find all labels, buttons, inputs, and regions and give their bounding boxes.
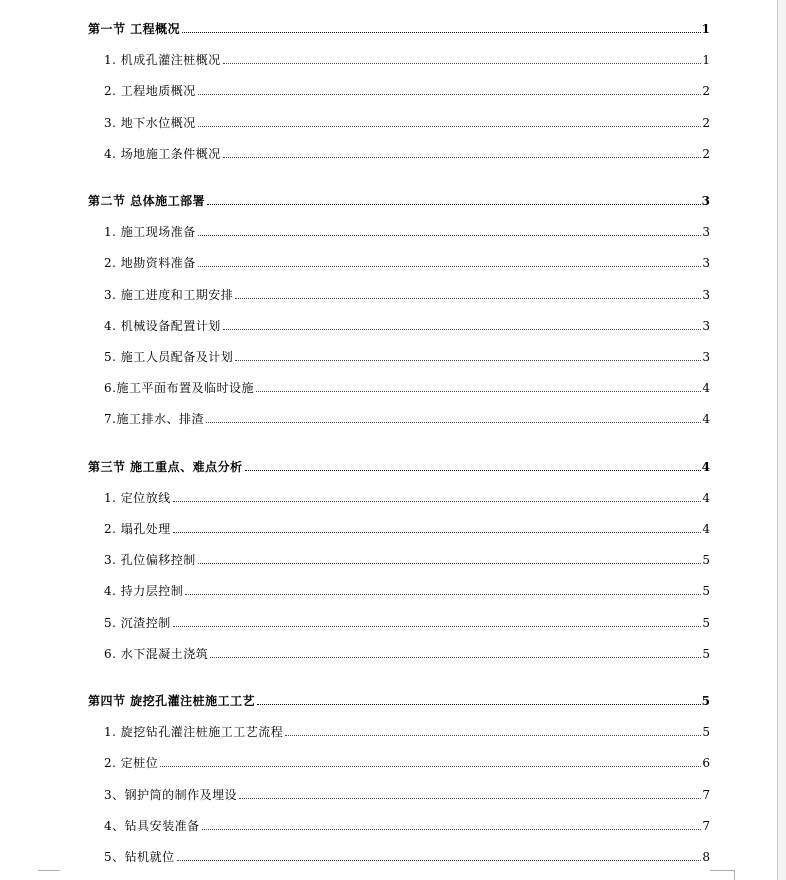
- toc-subsection-entry[interactable]: [104, 580, 710, 598]
- toc-page-number: 3: [702, 350, 710, 364]
- toc-entry-title: 4. 持力层控制: [104, 584, 184, 598]
- toc-subsection-entry[interactable]: [104, 221, 710, 239]
- dot-leader: [285, 734, 701, 736]
- toc-entry-title: 3. 施工进度和工期安排: [104, 288, 234, 302]
- dot-leader: [198, 93, 702, 95]
- dot-leader: [235, 359, 701, 361]
- toc-subsection-entry[interactable]: [104, 549, 710, 567]
- toc-entry-title: 第一节 工程概况: [88, 22, 181, 36]
- toc-entry-title: 4、钻具安装准备: [104, 819, 200, 833]
- margin-corner-mark: [38, 870, 60, 871]
- toc-subsection-entry[interactable]: [104, 346, 710, 364]
- dot-leader: [198, 234, 702, 236]
- toc-page-number: 4: [702, 412, 710, 426]
- dot-leader: [182, 31, 700, 33]
- toc-subsection-entry[interactable]: [104, 518, 710, 536]
- margin-corner-mark: [734, 870, 735, 880]
- margin-corner-mark: [710, 870, 734, 871]
- toc-page-number: 3: [701, 194, 710, 208]
- toc-subsection-entry[interactable]: [104, 784, 710, 802]
- dot-leader: [198, 125, 702, 127]
- toc-entry-title: 3、钢护筒的制作及埋设: [104, 788, 238, 802]
- toc-subsection-entry[interactable]: [104, 752, 710, 770]
- toc-page-number: 2: [702, 147, 710, 161]
- dot-leader: [207, 203, 700, 205]
- dot-leader: [177, 859, 702, 861]
- toc-subsection-entry[interactable]: [104, 846, 710, 864]
- toc-page-number: 8: [702, 850, 710, 864]
- toc-section-entry[interactable]: [88, 18, 710, 36]
- toc-page-number: 5: [702, 553, 710, 567]
- toc-page-number: 3: [702, 225, 710, 239]
- toc-page-number: 4: [701, 460, 710, 474]
- toc-section-entry[interactable]: [88, 456, 710, 474]
- dot-leader: [173, 531, 702, 533]
- toc-page-number: 7: [702, 819, 710, 833]
- toc-page-number: 4: [702, 491, 710, 505]
- toc-subsection-entry[interactable]: [104, 721, 710, 739]
- toc-entry-title: 1. 定位放线: [104, 491, 171, 505]
- toc-section-entry[interactable]: [88, 690, 710, 708]
- dot-leader: [210, 656, 701, 658]
- dot-leader: [256, 390, 701, 392]
- dot-leader: [173, 500, 702, 502]
- dot-leader: [198, 562, 702, 564]
- toc-page-number: 5: [702, 647, 710, 661]
- toc-page-number: 4: [702, 522, 710, 536]
- toc-subsection-entry[interactable]: [104, 815, 710, 833]
- toc-entry-title: 4. 场地施工条件概况: [104, 147, 221, 161]
- toc-entry-title: 1. 机成孔灌注桩概况: [104, 53, 221, 67]
- page-edge: [777, 0, 786, 880]
- toc-subsection-entry[interactable]: [104, 49, 710, 67]
- toc-page-number: 3: [702, 319, 710, 333]
- toc-page-number: 4: [702, 381, 710, 395]
- toc-subsection-entry[interactable]: [104, 377, 710, 395]
- toc-subsection-entry[interactable]: [104, 143, 710, 161]
- toc-page-number: 5: [701, 694, 710, 708]
- toc-entry-title: 4. 机械设备配置计划: [104, 319, 221, 333]
- toc-page-number: 1: [702, 53, 710, 67]
- toc-subsection-entry[interactable]: [104, 408, 710, 426]
- toc-entry-title: 6.施工平面布置及临时设施: [104, 381, 254, 395]
- toc-entry-title: 1. 施工现场准备: [104, 225, 196, 239]
- toc-subsection-entry[interactable]: [104, 315, 710, 333]
- toc-page-number: 2: [702, 84, 710, 98]
- toc-page-number: 2: [702, 116, 710, 130]
- toc-page-number: 7: [702, 788, 710, 802]
- toc-entry-title: 3. 孔位偏移控制: [104, 553, 196, 567]
- toc-page-number: 6: [702, 756, 710, 770]
- toc-subsection-entry[interactable]: [104, 80, 710, 98]
- dot-leader: [257, 703, 700, 705]
- toc-subsection-entry[interactable]: [104, 284, 710, 302]
- dot-leader: [223, 328, 702, 330]
- dot-leader: [239, 797, 701, 799]
- toc-entry-title: 5. 沉渣控制: [104, 616, 171, 630]
- toc-entry-title: 5、钻机就位: [104, 850, 175, 864]
- toc-entry-title: 2. 塌孔处理: [104, 522, 171, 536]
- toc-page-number: 3: [702, 288, 710, 302]
- dot-leader: [198, 265, 702, 267]
- toc-entry-title: 7.施工排水、排渣: [104, 412, 204, 426]
- toc-entry-title: 1. 旋挖钻孔灌注桩施工工艺流程: [104, 725, 284, 739]
- toc-subsection-entry[interactable]: [104, 112, 710, 130]
- toc-entry-title: 6. 水下混凝土浇筑: [104, 647, 209, 661]
- toc-entry-title: 2. 定桩位: [104, 756, 159, 770]
- dot-leader: [206, 421, 701, 423]
- toc-entry-title: 2. 工程地质概况: [104, 84, 196, 98]
- toc-page-number: 5: [702, 584, 710, 598]
- toc-entry-title: 5. 施工人员配备及计划: [104, 350, 234, 364]
- toc-entry-title: 3. 地下水位概况: [104, 116, 196, 130]
- toc-section-entry[interactable]: [88, 190, 710, 208]
- toc-page-number: 5: [702, 616, 710, 630]
- dot-leader: [235, 297, 701, 299]
- dot-leader: [202, 828, 702, 830]
- toc-subsection-entry[interactable]: [104, 252, 710, 270]
- toc-page-number: 1: [701, 22, 710, 36]
- toc-entry-title: 第四节 旋挖孔灌注桩施工工艺: [88, 694, 256, 708]
- dot-leader: [223, 62, 702, 64]
- toc-entry-title: 第三节 施工重点、难点分析: [88, 460, 243, 474]
- dot-leader: [185, 593, 701, 595]
- toc-entry-title: 第二节 总体施工部署: [88, 194, 206, 208]
- toc-subsection-entry[interactable]: [104, 643, 710, 661]
- toc-entry-title: 2. 地勘资料准备: [104, 256, 196, 270]
- toc-subsection-entry[interactable]: [104, 487, 710, 505]
- dot-leader: [245, 469, 701, 471]
- toc-page-number: 5: [702, 725, 710, 739]
- dot-leader: [160, 765, 701, 767]
- toc-page-number: 3: [702, 256, 710, 270]
- dot-leader: [223, 156, 702, 158]
- toc-subsection-entry[interactable]: [104, 612, 710, 630]
- dot-leader: [173, 625, 702, 627]
